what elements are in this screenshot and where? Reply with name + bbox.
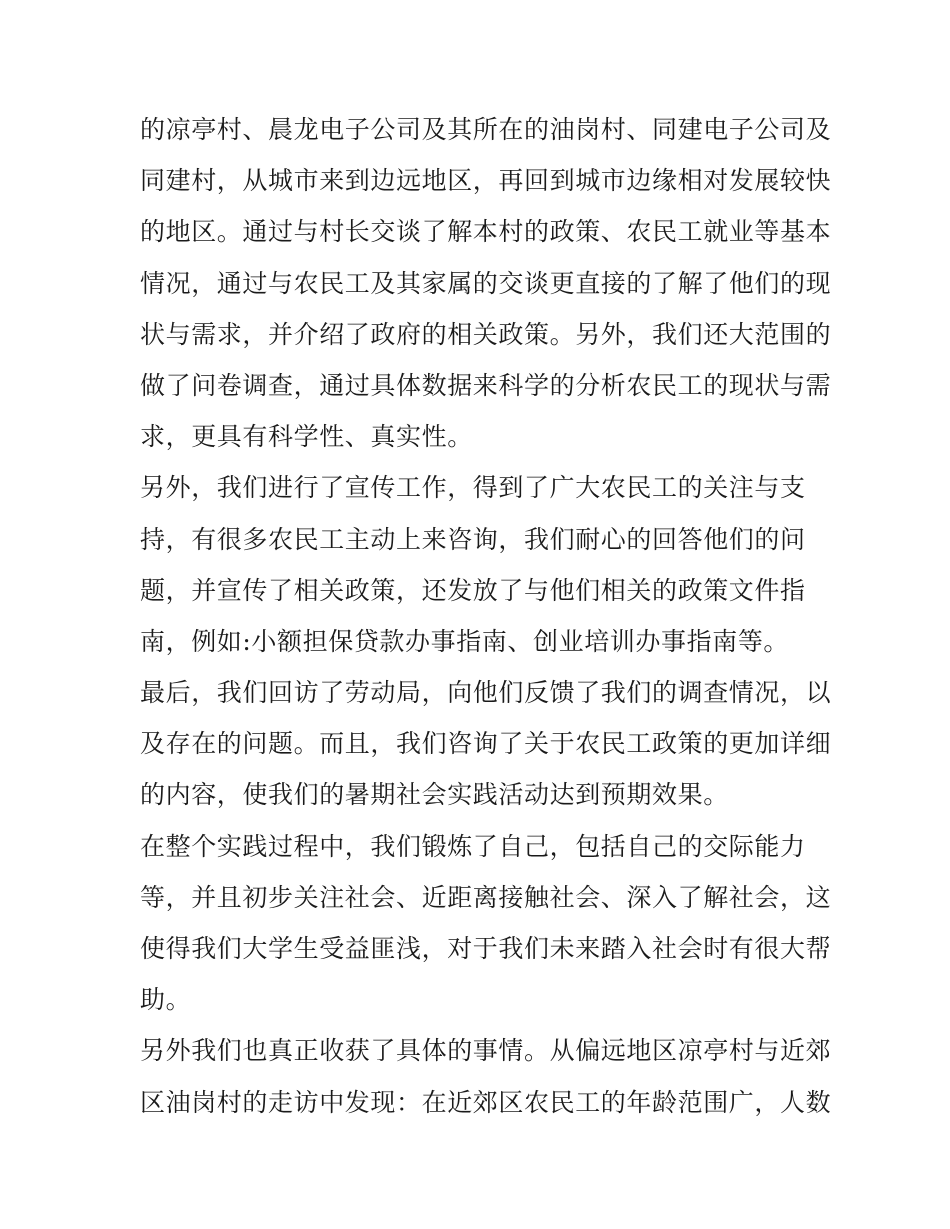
text-line: 求，更具有科学性、真实性。 [140,422,473,452]
text-line: 状与需求，并介绍了政府的相关政策。另外，我们还大范围的 [140,319,832,349]
text-line: 另外我们也真正收获了具体的事情。从偏远地区凉亭村与近郊 [140,1036,832,1066]
text-line: 题，并宣传了相关政策，还发放了与他们相关的政策文件指 [140,575,806,605]
paragraph-3 [140,667,832,821]
text-line: 做了问卷调查，通过具体数据来科学的分析农民工的现状与需 [140,370,832,400]
text-line: 同建村，从城市来到边远地区，再回到城市边缘相对发展较快 [140,166,832,196]
text-line: 的地区。通过与村长交谈了解本村的政策、农民工就业等基本 [140,217,832,247]
paragraph-2 [140,462,820,667]
text-line: 及存在的问题。而且，我们咨询了关于农民工政策的更加详细 [140,729,832,759]
text-line: 等，并且初步关注社会、近距离接触社会、深入了解社会，这 [140,882,832,912]
text-line: 的凉亭村、晨龙电子公司及其所在的油岗村、同建电子公司及 [140,115,832,144]
text-line: 情况，通过与农民工及其家属的交谈更直接的了解了他们的现 [140,268,832,298]
text-line: 持，有很多农民工主动上来咨询，我们耐心的回答他们的问 [140,524,806,554]
text-line: 南，例如:小额担保贷款办事指南、创业培训办事指南等。 [140,626,790,656]
paragraph-4 [140,821,832,1026]
text-line: 区油岗村的走访中发现：在近郊区农民工的年龄范围广，人数 [140,1087,832,1117]
text-line: 的内容，使我们的暑期社会实践活动达到预期效果。 [140,780,729,810]
paragraph-5 [140,1025,832,1127]
text-line: 使得我们大学生受益匪浅，对于我们未来踏入社会时有很大帮 [140,934,832,963]
document-body [140,104,832,1128]
text-line: 助。 [140,985,192,1015]
text-line: 在整个实践过程中，我们锻炼了自己，包括自己的交际能力 [140,831,806,861]
text-line: 另外，我们进行了宣传工作，得到了广大农民工的关注与支 [140,473,806,503]
paragraph-1 [140,104,832,462]
text-line: 最后，我们回访了劳动局，向他们反馈了我们的调查情况，以 [140,678,832,708]
